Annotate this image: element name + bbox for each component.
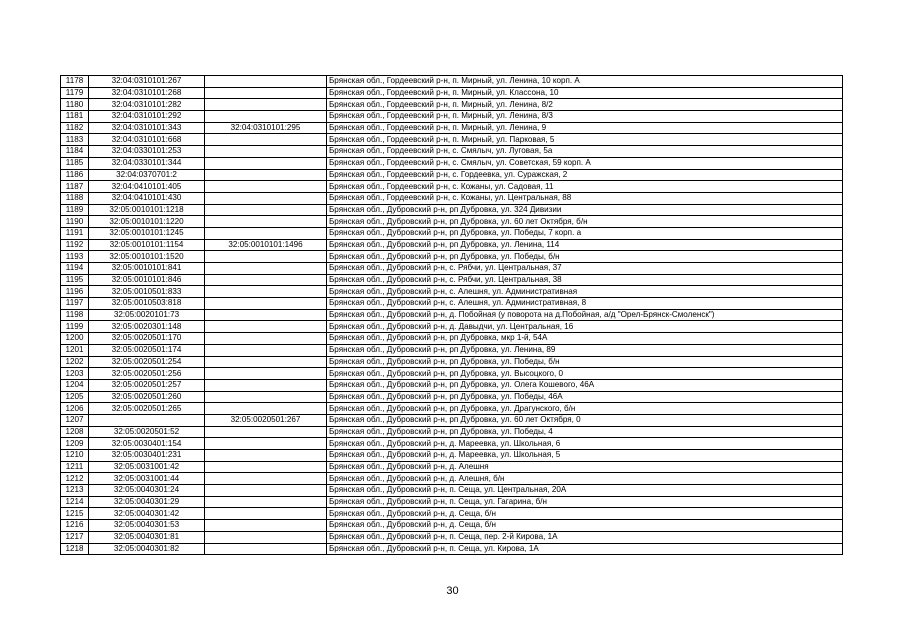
address-cell: Брянская обл., Дубровский р-н, рп Дубровка, ул. Драгунского, б/н	[327, 403, 843, 415]
cadastral-number-cell: 32:05:0020301:148	[89, 321, 205, 333]
row-number-cell: 1187	[61, 181, 89, 193]
row-number-cell: 1202	[61, 356, 89, 368]
related-cadastral-number-cell	[205, 379, 327, 391]
row-number-cell: 1205	[61, 391, 89, 403]
row-number-cell: 1191	[61, 227, 89, 239]
row-number-cell: 1183	[61, 134, 89, 146]
row-number-cell: 1195	[61, 274, 89, 286]
table-row	[61, 356, 843, 368]
related-cadastral-number-cell	[205, 543, 327, 555]
address-cell: Брянская обл., Дубровский р-н, рп Дубровка, ул. Олега Кошевого, 46А	[327, 379, 843, 391]
cadastral-number-cell: 32:04:0310101:268	[89, 87, 205, 99]
table-row	[61, 298, 843, 310]
table-row	[61, 485, 843, 497]
address-cell: Брянская обл., Дубровский р-н, рп Дубровка, мкр 1-й, 54А	[327, 333, 843, 345]
row-number-cell: 1179	[61, 87, 89, 99]
table-row	[61, 461, 843, 473]
cadastral-number-cell: 32:05:0020501:254	[89, 356, 205, 368]
row-number-cell: 1208	[61, 426, 89, 438]
cadastral-number-cell: 32:05:0031001:42	[89, 461, 205, 473]
address-cell: Брянская обл., Дубровский р-н, д. Мареевка, ул. Школьная, 6	[327, 438, 843, 450]
table-row	[61, 122, 843, 134]
row-number-cell: 1203	[61, 368, 89, 380]
cadastral-number-cell: 32:04:0310101:668	[89, 134, 205, 146]
address-cell: Брянская обл., Гордеевский р-н, п. Мирный, ул. Классона, 10	[327, 87, 843, 99]
cadastral-number-cell: 32:05:0040301:42	[89, 508, 205, 520]
address-cell: Брянская обл., Дубровский р-н, рп Дубровка, ул. Победы, 7 корп. а	[327, 227, 843, 239]
row-number-cell: 1207	[61, 414, 89, 426]
row-number-cell: 1192	[61, 239, 89, 251]
row-number-cell: 1189	[61, 204, 89, 216]
table-row	[61, 87, 843, 99]
row-number-cell: 1206	[61, 403, 89, 415]
row-number-cell: 1199	[61, 321, 89, 333]
related-cadastral-number-cell	[205, 321, 327, 333]
table-row	[61, 263, 843, 275]
related-cadastral-number-cell	[205, 356, 327, 368]
table-row	[61, 146, 843, 158]
address-cell: Брянская обл., Дубровский р-н, п. Сеща, пер. 2-й Кирова, 1А	[327, 531, 843, 543]
cadastral-number-cell: 32:04:0310101:343	[89, 122, 205, 134]
cadastral-number-cell: 32:05:0040301:53	[89, 520, 205, 532]
cadastral-number-cell: 32:05:0031001:44	[89, 473, 205, 485]
cadastral-number-cell: 32:05:0010101:1220	[89, 216, 205, 228]
row-number-cell: 1213	[61, 485, 89, 497]
table-row	[61, 531, 843, 543]
address-cell: Брянская обл., Гордеевский р-н, с. Гордеевка, ул. Суражская, 2	[327, 169, 843, 181]
row-number-cell: 1216	[61, 520, 89, 532]
address-cell: Брянская обл., Гордеевский р-н, п. Мирный, ул. Ленина, 8/2	[327, 99, 843, 111]
cadastral-number-cell: 32:05:0020101:73	[89, 309, 205, 321]
row-number-cell: 1186	[61, 169, 89, 181]
cadastral-number-cell: 32:05:0010503:818	[89, 298, 205, 310]
address-cell: Брянская обл., Дубровский р-н, рп Дубровка, ул. 60 лет Октября, б/н	[327, 216, 843, 228]
table-row	[61, 344, 843, 356]
row-number-cell: 1184	[61, 146, 89, 158]
address-cell: Брянская обл., Дубровский р-н, рп Дубровка, ул. Победы, б/н	[327, 251, 843, 263]
row-number-cell: 1215	[61, 508, 89, 520]
row-number-cell: 1181	[61, 111, 89, 123]
address-cell: Брянская обл., Дубровский р-н, рп Дубровка, ул. Победы, 4	[327, 426, 843, 438]
cadastral-number-cell: 32:05:0010101:841	[89, 263, 205, 275]
related-cadastral-number-cell	[205, 146, 327, 158]
row-number-cell: 1214	[61, 496, 89, 508]
related-cadastral-number-cell	[205, 333, 327, 345]
cadastral-number-cell: 32:05:0020501:52	[89, 426, 205, 438]
related-cadastral-number-cell	[205, 309, 327, 321]
related-cadastral-number-cell	[205, 286, 327, 298]
table-row	[61, 450, 843, 462]
cadastral-number-cell: 32:05:0020501:260	[89, 391, 205, 403]
cadastral-number-cell: 32:04:0310101:282	[89, 99, 205, 111]
table-row	[61, 379, 843, 391]
cadastral-number-cell: 32:05:0020501:174	[89, 344, 205, 356]
table-row	[61, 192, 843, 204]
table-row	[61, 216, 843, 228]
table-row	[61, 274, 843, 286]
row-number-cell: 1185	[61, 157, 89, 169]
related-cadastral-number-cell	[205, 111, 327, 123]
table-row	[61, 391, 843, 403]
table-row	[61, 438, 843, 450]
row-number-cell: 1211	[61, 461, 89, 473]
related-cadastral-number-cell	[205, 216, 327, 228]
cadastral-number-cell: 32:04:0410101:405	[89, 181, 205, 193]
table-row	[61, 368, 843, 380]
table-row	[61, 157, 843, 169]
cadastral-number-cell: 32:05:0010501:833	[89, 286, 205, 298]
registry-table-body	[61, 76, 843, 555]
address-cell: Брянская обл., Дубровский р-н, с. Рябчи, ул. Центральная, 38	[327, 274, 843, 286]
table-row	[61, 496, 843, 508]
row-number-cell: 1200	[61, 333, 89, 345]
address-cell: Брянская обл., Дубровский р-н, рп Дубровка, ул. Высоцкого, 0	[327, 368, 843, 380]
address-cell: Брянская обл., Дубровский р-н, с. Рябчи, ул. Центральная, 37	[327, 263, 843, 275]
address-cell: Брянская обл., Дубровский р-н, с. Алешня, ул. Административная, 8	[327, 298, 843, 310]
related-cadastral-number-cell: 32:04:0310101:295	[205, 122, 327, 134]
row-number-cell: 1217	[61, 531, 89, 543]
address-cell: Брянская обл., Гордеевский р-н, п. Мирный, ул. Парковая, 5	[327, 134, 843, 146]
table-row	[61, 181, 843, 193]
address-cell: Брянская обл., Гордеевский р-н, п. Мирный, ул. Ленина, 9	[327, 122, 843, 134]
related-cadastral-number-cell	[205, 99, 327, 111]
related-cadastral-number-cell	[205, 368, 327, 380]
address-cell: Брянская обл., Дубровский р-н, д. Давыдчи, ул. Центральная, 16	[327, 321, 843, 333]
cadastral-number-cell: 32:05:0010101:846	[89, 274, 205, 286]
address-cell: Брянская обл., Дубровский р-н, п. Сеща, ул. Кирова, 1А	[327, 543, 843, 555]
related-cadastral-number-cell	[205, 169, 327, 181]
cadastral-number-cell: 32:04:0310101:292	[89, 111, 205, 123]
table-row	[61, 473, 843, 485]
related-cadastral-number-cell	[205, 450, 327, 462]
address-cell: Брянская обл., Гордеевский р-н, п. Мирный, ул. Ленина, 10 корп. А	[327, 76, 843, 88]
row-number-cell: 1188	[61, 192, 89, 204]
table-row	[61, 508, 843, 520]
related-cadastral-number-cell	[205, 134, 327, 146]
cadastral-number-cell: 32:05:0030401:154	[89, 438, 205, 450]
row-number-cell: 1196	[61, 286, 89, 298]
related-cadastral-number-cell	[205, 227, 327, 239]
related-cadastral-number-cell	[205, 485, 327, 497]
registry-table	[60, 75, 843, 555]
table-row	[61, 414, 843, 426]
related-cadastral-number-cell	[205, 426, 327, 438]
row-number-cell: 1197	[61, 298, 89, 310]
table-row	[61, 286, 843, 298]
address-cell: Брянская обл., Дубровский р-н, рп Дубровка, ул. Победы, 46А	[327, 391, 843, 403]
table-row	[61, 99, 843, 111]
row-number-cell: 1201	[61, 344, 89, 356]
cadastral-number-cell: 32:05:0020501:256	[89, 368, 205, 380]
cadastral-number-cell	[89, 414, 205, 426]
related-cadastral-number-cell	[205, 344, 327, 356]
cadastral-number-cell: 32:05:0040301:82	[89, 543, 205, 555]
row-number-cell: 1194	[61, 263, 89, 275]
related-cadastral-number-cell	[205, 391, 327, 403]
address-cell: Брянская обл., Дубровский р-н, п. Сеща, ул. Центральная, 20А	[327, 485, 843, 497]
related-cadastral-number-cell	[205, 274, 327, 286]
cadastral-number-cell: 32:05:0010101:1154	[89, 239, 205, 251]
related-cadastral-number-cell: 32:05:0010101:1496	[205, 239, 327, 251]
related-cadastral-number-cell	[205, 157, 327, 169]
cadastral-number-cell: 32:04:0410101:430	[89, 192, 205, 204]
page-number: 30	[446, 585, 459, 597]
table-row	[61, 309, 843, 321]
related-cadastral-number-cell	[205, 508, 327, 520]
address-cell: Брянская обл., Дубровский р-н, рп Дубровка, ул. Победы, б/н	[327, 356, 843, 368]
row-number-cell: 1182	[61, 122, 89, 134]
address-cell: Брянская обл., Дубровский р-н, п. Сеща, ул. Гагарина, б/н	[327, 496, 843, 508]
cadastral-number-cell: 32:05:0040301:29	[89, 496, 205, 508]
address-cell: Брянская обл., Дубровский р-н, д. Сеща, б/н	[327, 520, 843, 532]
cadastral-number-cell: 32:05:0020501:170	[89, 333, 205, 345]
cadastral-number-cell: 32:05:0010101:1245	[89, 227, 205, 239]
related-cadastral-number-cell	[205, 192, 327, 204]
row-number-cell: 1190	[61, 216, 89, 228]
cadastral-number-cell: 32:05:0040301:24	[89, 485, 205, 497]
table-row	[61, 76, 843, 88]
cadastral-number-cell: 32:05:0030401:231	[89, 450, 205, 462]
address-cell: Брянская обл., Дубровский р-н, с. Алешня, ул. Административная	[327, 286, 843, 298]
table-row	[61, 134, 843, 146]
address-cell: Брянская обл., Дубровский р-н, д. Мареевка, ул. Школьная, 5	[327, 450, 843, 462]
address-cell: Брянская обл., Дубровский р-н, д. Алешня	[327, 461, 843, 473]
address-cell: Брянская обл., Гордеевский р-н, п. Мирный, ул. Ленина, 8/3	[327, 111, 843, 123]
related-cadastral-number-cell	[205, 438, 327, 450]
table-row	[61, 403, 843, 415]
related-cadastral-number-cell	[205, 473, 327, 485]
address-cell: Брянская обл., Гордеевский р-н, с. Кожаны, ул. Садовая, 11	[327, 181, 843, 193]
related-cadastral-number-cell	[205, 263, 327, 275]
row-number-cell: 1218	[61, 543, 89, 555]
table-row	[61, 251, 843, 263]
table-row	[61, 333, 843, 345]
related-cadastral-number-cell	[205, 76, 327, 88]
table-row	[61, 169, 843, 181]
row-number-cell: 1204	[61, 379, 89, 391]
cadastral-number-cell: 32:04:0330101:344	[89, 157, 205, 169]
related-cadastral-number-cell	[205, 496, 327, 508]
cadastral-number-cell: 32:04:0310101:267	[89, 76, 205, 88]
cadastral-number-cell: 32:04:0370701:2	[89, 169, 205, 181]
row-number-cell: 1212	[61, 473, 89, 485]
table-row	[61, 239, 843, 251]
row-number-cell: 1180	[61, 99, 89, 111]
address-cell: Брянская обл., Дубровский р-н, рп Дубровка, ул. Ленина, 114	[327, 239, 843, 251]
row-number-cell: 1209	[61, 438, 89, 450]
table-row	[61, 227, 843, 239]
address-cell: Брянская обл., Дубровский р-н, д. Побойная (у поворота на д.Побойная, а/д "Орел-Брянск-Смоленск")	[327, 309, 843, 321]
cadastral-number-cell: 32:05:0010101:1218	[89, 204, 205, 216]
cadastral-number-cell: 32:05:0040301:81	[89, 531, 205, 543]
related-cadastral-number-cell	[205, 531, 327, 543]
address-cell: Брянская обл., Гордеевский р-н, с. Смялыч, ул. Луговая, 5а	[327, 146, 843, 158]
cadastral-number-cell: 32:05:0020501:257	[89, 379, 205, 391]
address-cell: Брянская обл., Дубровский р-н, рп Дубровка, ул. 60 лет Октября, 0	[327, 414, 843, 426]
table-row	[61, 520, 843, 532]
related-cadastral-number-cell: 32:05:0020501:267	[205, 414, 327, 426]
row-number-cell: 1193	[61, 251, 89, 263]
table-row	[61, 321, 843, 333]
related-cadastral-number-cell	[205, 461, 327, 473]
table-row	[61, 426, 843, 438]
address-cell: Брянская обл., Дубровский р-н, рп Дубровка, ул. 324 Дивизии	[327, 204, 843, 216]
cadastral-number-cell: 32:05:0010101:1520	[89, 251, 205, 263]
address-cell: Брянская обл., Дубровский р-н, рп Дубровка, ул. Ленина, 89	[327, 344, 843, 356]
table-row	[61, 543, 843, 555]
related-cadastral-number-cell	[205, 520, 327, 532]
row-number-cell: 1178	[61, 76, 89, 88]
address-cell: Брянская обл., Дубровский р-н, д. Алешня, б/н	[327, 473, 843, 485]
table-row	[61, 204, 843, 216]
cadastral-number-cell: 32:05:0020501:265	[89, 403, 205, 415]
related-cadastral-number-cell	[205, 87, 327, 99]
related-cadastral-number-cell	[205, 403, 327, 415]
table-row	[61, 111, 843, 123]
address-cell: Брянская обл., Дубровский р-н, д. Сеща, б/н	[327, 508, 843, 520]
address-cell: Брянская обл., Гордеевский р-н, с. Кожаны, ул. Центральная, 88	[327, 192, 843, 204]
address-cell: Брянская обл., Гордеевский р-н, с. Смялыч, ул. Советская, 59 корп. А	[327, 157, 843, 169]
cadastral-number-cell: 32:04:0330101:253	[89, 146, 205, 158]
related-cadastral-number-cell	[205, 298, 327, 310]
related-cadastral-number-cell	[205, 251, 327, 263]
related-cadastral-number-cell	[205, 181, 327, 193]
related-cadastral-number-cell	[205, 204, 327, 216]
row-number-cell: 1198	[61, 309, 89, 321]
row-number-cell: 1210	[61, 450, 89, 462]
